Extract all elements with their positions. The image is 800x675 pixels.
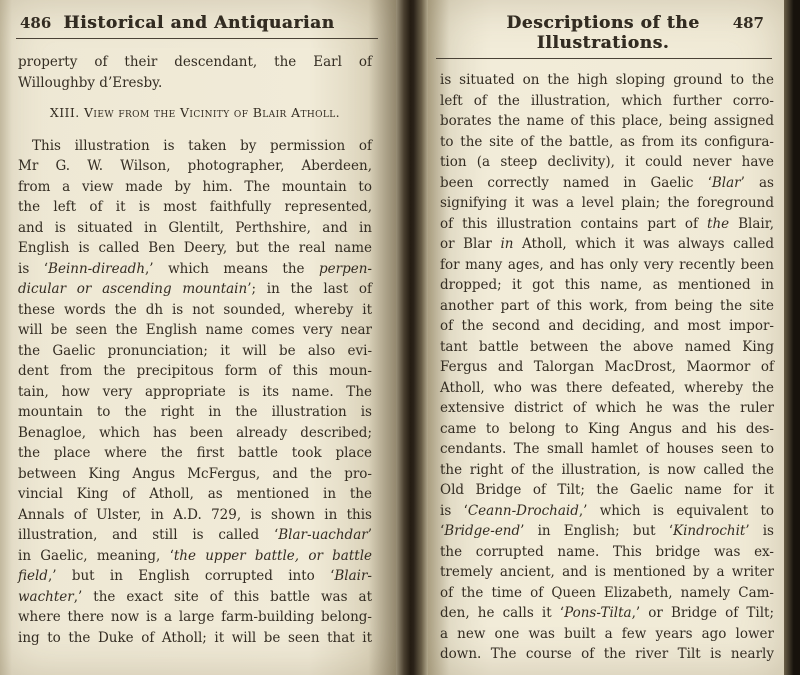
text-line — [440, 501, 774, 522]
text-segment: tremely ancient, and is mentioned by a writer — [440, 564, 774, 580]
text-line — [440, 583, 774, 604]
text-line — [18, 177, 372, 198]
page-header-left — [0, 0, 396, 38]
paragraph — [18, 103, 372, 124]
text-line — [18, 402, 372, 423]
text-line — [18, 361, 372, 382]
text-segment: came to belong to King Angus and his des- — [440, 420, 774, 437]
text-line — [18, 628, 372, 649]
text-segment: a new one was built a few years ago lower — [440, 625, 774, 642]
text-line — [440, 132, 774, 153]
text-segment: and is situated in Glentilt, Perthshire, and in — [18, 219, 372, 236]
text-segment: ’ in English; but ‘ — [520, 523, 673, 539]
text-line — [440, 275, 774, 296]
text-segment: ,’ which means the — [145, 260, 320, 277]
text-segment: ’ — [367, 527, 372, 543]
text-segment: the corrupted name. This bridge was ex- — [440, 543, 774, 560]
text-segment: in Gaelic, meaning, ‘ — [18, 547, 174, 564]
text-segment: between King Angus McFergus, and the pro- — [18, 465, 372, 482]
text-segment: field — [18, 568, 48, 584]
text-line — [440, 316, 774, 337]
paragraph — [440, 70, 774, 665]
text-segment: Kindrochit — [673, 523, 746, 539]
text-segment: ,’ but in English corrupted into ‘ — [47, 568, 335, 584]
text-segment: the place where the first battle took place — [18, 445, 372, 461]
text-line — [440, 398, 774, 419]
text-line — [18, 103, 372, 124]
text-line — [440, 439, 774, 460]
text-segment: Atholl, which it was always called — [513, 236, 775, 252]
text-segment: den, he calls it ‘ — [440, 605, 565, 621]
text-segment: ,’ which is equivalent to — [578, 502, 774, 519]
scan-dark-edge — [784, 0, 800, 675]
text-line — [18, 443, 372, 464]
text-segment: of the second and deciding, and most impor- — [440, 318, 774, 334]
text-line — [440, 337, 774, 358]
text-segment: will be seen the English name comes very near — [18, 322, 372, 338]
text-line — [440, 70, 774, 91]
text-line — [440, 644, 774, 665]
page-number-left: 486 — [20, 14, 52, 32]
text-line — [18, 238, 372, 259]
text-line — [18, 546, 372, 567]
text-segment: tain, how very appropriate is its name. The — [18, 383, 372, 400]
page-left — [0, 0, 396, 675]
text-segment: ’ as — [740, 174, 774, 191]
text-line — [440, 562, 774, 583]
text-segment: property of their descendant, the Earl of — [18, 54, 372, 70]
text-line — [440, 296, 774, 317]
page-body-right — [440, 70, 774, 665]
text-segment: Benagloe, which has been already described; — [18, 424, 372, 441]
text-segment: Annals of Ulster, in A.D. 729, is shown in this — [18, 506, 372, 523]
text-segment: ing to the Duke of Atholl; it will be seen that it — [18, 629, 372, 646]
text-line — [440, 624, 774, 645]
text-segment: wachter — [18, 588, 74, 605]
text-line — [440, 480, 774, 501]
text-line — [440, 234, 774, 255]
text-line — [440, 193, 774, 214]
text-segment: to the site of the battle, as from its configura- — [440, 133, 774, 150]
text-segment: the right of the illustration, is now called the — [440, 461, 774, 478]
text-segment: mountain to the right in the illustration is — [18, 404, 372, 420]
book-gutter — [396, 0, 428, 675]
text-line — [18, 52, 372, 73]
header-rule-right — [436, 58, 772, 59]
text-segment: ,’ or Bridge of Tilt; — [631, 605, 774, 621]
text-line — [18, 136, 372, 157]
text-segment: another part of this work, from being the site — [440, 297, 774, 314]
paragraph — [18, 136, 372, 649]
text-segment: signifying it was a level plain; the foreground — [440, 195, 774, 211]
text-segment: is ‘ — [18, 260, 49, 277]
text-segment: Ceann-Drochaid — [467, 502, 579, 519]
text-segment: in — [500, 236, 514, 252]
text-segment: the Gaelic pronunciation; it will be also evi- — [18, 342, 372, 359]
text-line — [18, 566, 372, 587]
text-segment: Fergus and Talorgan MacDrost, Maormor of — [440, 359, 774, 375]
text-line — [18, 320, 372, 341]
page-right — [428, 0, 784, 675]
text-line — [440, 357, 774, 378]
text-line — [18, 259, 372, 280]
text-segment: or Blar — [440, 236, 501, 252]
text-segment: where there now is a large farm-building belong- — [18, 609, 372, 625]
text-line — [18, 73, 372, 94]
text-segment: Blar — [711, 174, 741, 191]
text-line — [18, 382, 372, 403]
text-line — [18, 505, 372, 526]
text-line — [440, 603, 774, 624]
text-segment: the left of it is most faithfully represented, — [18, 199, 372, 215]
text-segment: is situated on the high sloping ground to the — [440, 72, 774, 88]
text-segment: dent from the precipitous form of this moun- — [18, 363, 372, 379]
text-segment: from a view made by him. The mountain to — [18, 178, 372, 195]
text-line — [18, 464, 372, 485]
text-segment: Mr G. W. Wilson, photographer, Aberdeen, — [18, 158, 372, 174]
text-line — [18, 156, 372, 177]
text-segment: Beinn-direadh — [48, 260, 146, 277]
text-segment: the upper battle, or battle — [173, 547, 373, 564]
text-segment: This illustration is taken by permission of — [32, 137, 372, 154]
running-title-left: Historical and Antiquarian — [63, 13, 335, 33]
text-segment: Atholl, who was there defeated, whereby the — [440, 379, 774, 396]
page-number-right: 487 — [732, 14, 764, 32]
text-segment: ’; in the last of — [247, 281, 372, 297]
text-segment: the — [707, 215, 730, 232]
text-segment: been correctly named in Gaelic ‘ — [440, 174, 712, 191]
header-rule-left — [16, 38, 378, 39]
text-segment: extensive district of which he was the ruler — [440, 400, 774, 416]
text-line — [440, 91, 774, 112]
text-segment: XIII. View from the Vicinity of Blair Atholl. — [49, 105, 341, 120]
text-line — [18, 279, 372, 300]
text-segment: ,’ the exact site of this battle was at — [73, 588, 372, 605]
text-segment: ’ is — [745, 523, 774, 539]
text-segment: illustration, and still is called ‘ — [18, 527, 279, 543]
page-body-left — [18, 52, 372, 648]
text-segment: dropped; it got this name, as mentioned in — [440, 277, 774, 293]
running-title-right: Descriptions of the Illustrations. — [506, 13, 700, 53]
text-segment: for many ages, and has only very recently been — [440, 256, 774, 273]
text-segment: tant battle between the above named King — [440, 338, 774, 355]
paragraph — [18, 52, 372, 93]
text-segment: is ‘ — [440, 502, 468, 519]
text-line — [440, 152, 774, 173]
text-line — [18, 423, 372, 444]
text-segment: perpen- — [319, 260, 372, 277]
text-line — [18, 218, 372, 239]
text-line — [440, 255, 774, 276]
text-segment: tion (a steep declivity), it could never have — [440, 154, 774, 170]
text-line — [440, 378, 774, 399]
page-header-right — [428, 0, 784, 58]
text-segment: left of the illustration, which further corro- — [440, 92, 774, 109]
text-line — [18, 587, 372, 608]
text-segment: Blar-uachdar — [278, 527, 368, 543]
text-segment: Bridge-end — [444, 523, 521, 539]
text-segment: cendants. The small hamlet of houses seen to — [440, 441, 774, 457]
text-line — [18, 197, 372, 218]
text-segment: these words the dh is not sounded, whereby it — [18, 301, 372, 318]
text-segment: Blair, — [729, 215, 774, 232]
text-line — [18, 341, 372, 362]
text-line — [18, 300, 372, 321]
text-segment: Willoughby d’Eresby. — [18, 74, 163, 91]
text-line — [440, 521, 774, 542]
text-line — [440, 173, 774, 194]
text-segment: English is called Ben Deery, but the real name — [18, 240, 372, 256]
text-segment: of this illustration contains part of — [440, 215, 708, 232]
text-line — [18, 607, 372, 628]
text-segment: Blair- — [334, 568, 372, 584]
text-segment: down. The course of the river Tilt is nearly — [440, 646, 774, 662]
text-segment: dicular or ascending mountain — [18, 281, 248, 297]
text-segment: vincial King of Atholl, as mentioned in the — [18, 486, 372, 502]
text-segment: of the time of Queen Elizabeth, namely Cam- — [440, 584, 774, 601]
text-line — [440, 419, 774, 440]
text-segment: ‘ — [440, 523, 445, 539]
text-segment: borates the name of this place, being assigned — [440, 113, 774, 129]
text-line — [18, 525, 372, 546]
text-segment: Old Bridge of Tilt; the Gaelic name for it — [440, 482, 774, 498]
text-segment: Pons-Tilta — [564, 605, 632, 621]
text-line — [440, 214, 774, 235]
text-line — [18, 484, 372, 505]
text-line — [440, 542, 774, 563]
text-line — [440, 460, 774, 481]
text-line — [440, 111, 774, 132]
